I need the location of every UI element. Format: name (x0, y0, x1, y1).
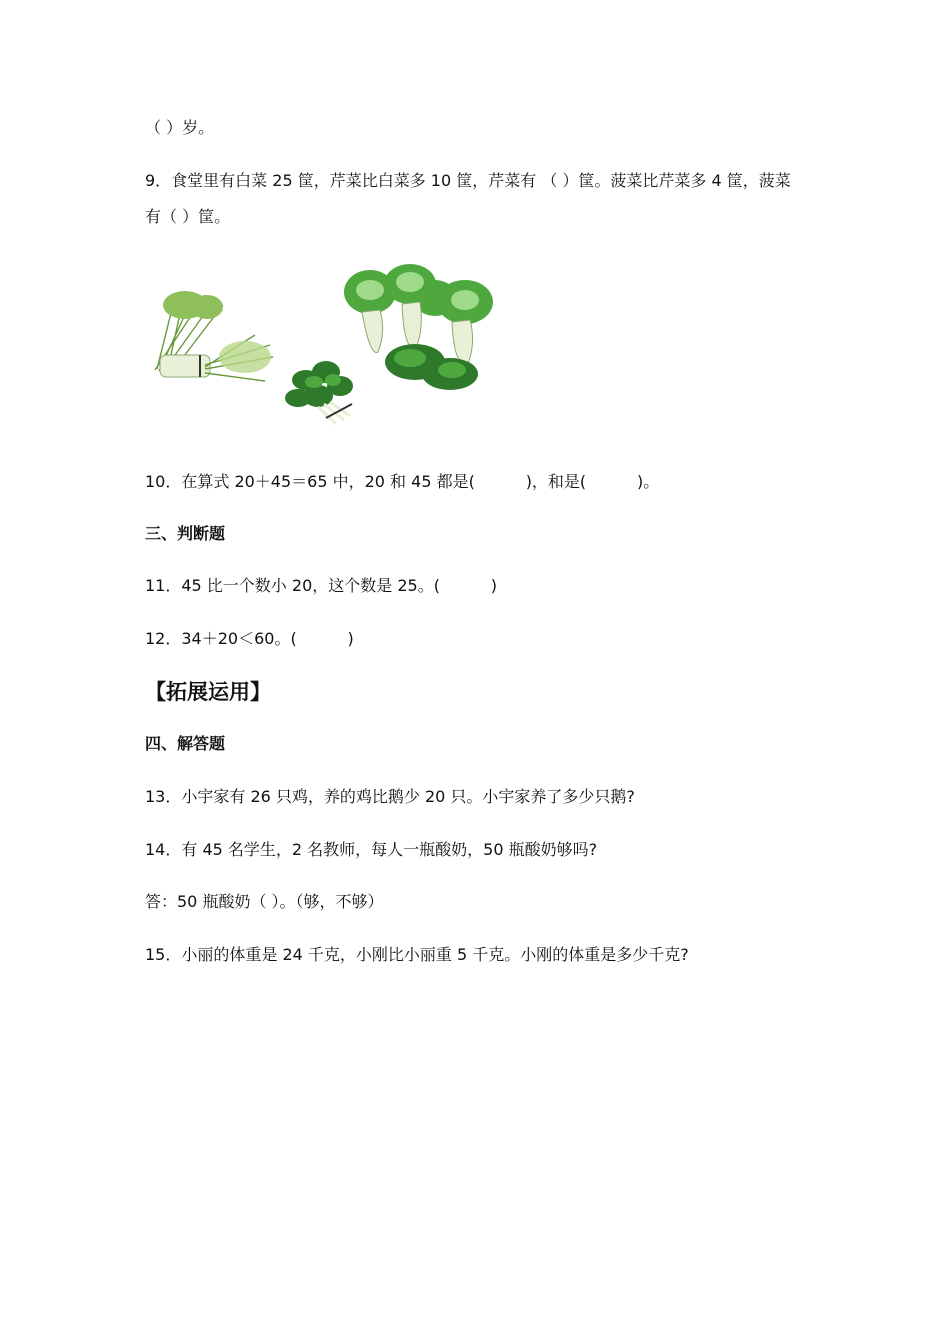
question-14-answer: 答：50 瓶酸奶（ ）。（够，不够） (145, 892, 384, 911)
question-10: 10．在算式 20＋45＝65 中，20 和 45 都是( )，和是( )。 (145, 472, 660, 491)
celery-image (145, 285, 280, 400)
cabbage-image (340, 262, 500, 397)
question-14: 14．有 45 名学生，2 名教师，每人一瓶酸奶，50 瓶酸奶够吗? (145, 840, 598, 859)
question-15: 15．小丽的体重是 24 千克，小刚比小丽重 5 千克。小刚的体重是多少千克? (145, 945, 689, 964)
question-9-line1: 9．食堂里有白菜 25 筐，芹菜比白菜多 10 筐，芹菜有 （ ）筐。菠菜比芹菜多 4 筐，菠菜 (145, 171, 791, 190)
question-13: 13．小宇家有 26 只鸡，养的鸡比鹅少 20 只。小宇家养了多少只鹅? (145, 787, 635, 806)
question-12: 12．34＋20＜60。( ) (145, 629, 354, 648)
question-11: 11．45 比一个数小 20，这个数是 25。( ) (145, 576, 498, 595)
line-q8-tail: （ ）岁。 (145, 118, 215, 137)
question-9-line2: 有（ ）筐。 (145, 207, 231, 226)
section-3-heading: 三、判断题 (145, 524, 226, 543)
section-4-heading: 四、解答题 (145, 734, 226, 753)
extension-heading: 【拓展运用】 (145, 680, 271, 704)
